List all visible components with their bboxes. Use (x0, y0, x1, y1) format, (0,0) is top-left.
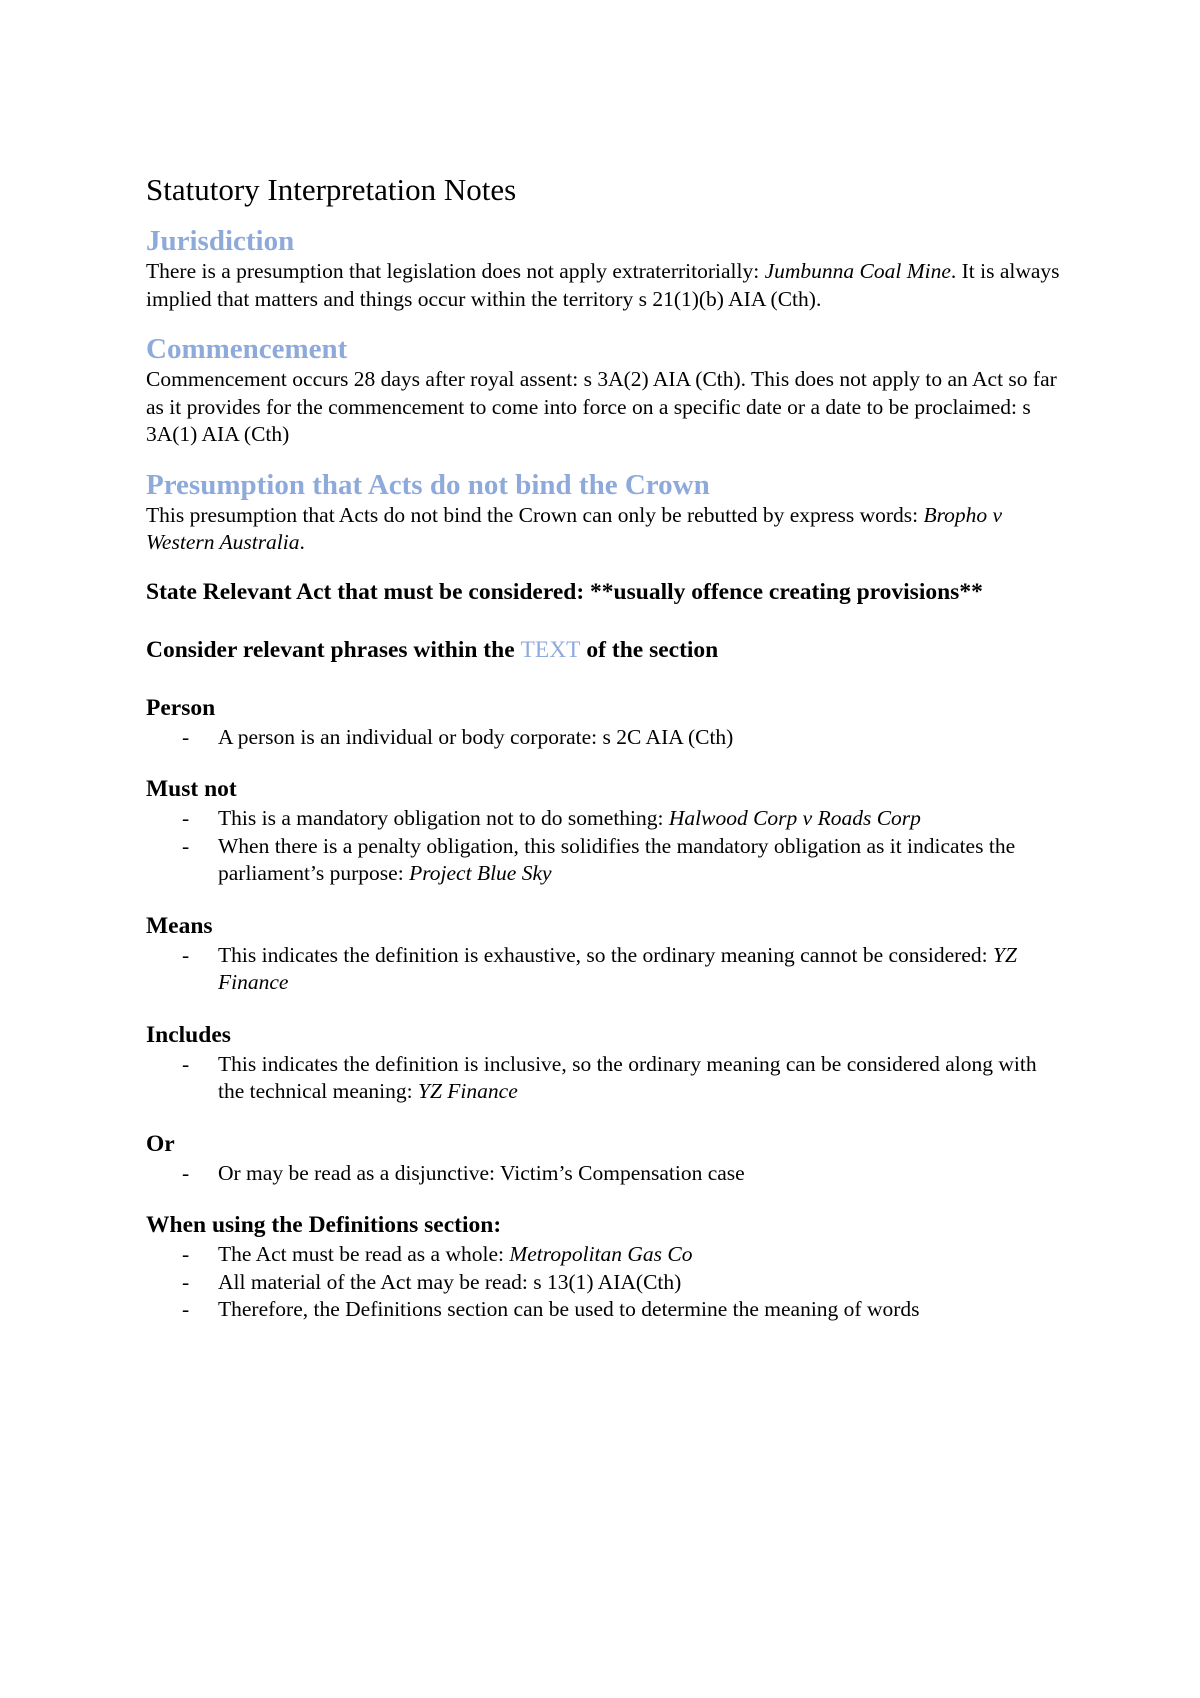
heading-includes: Includes (146, 1021, 231, 1048)
list-item-text: This indicates the definition is exhaustive, so the ordinary meaning cannot be considered: (218, 942, 993, 967)
heading-means: Means (146, 912, 213, 939)
heading-must-not: Must not (146, 776, 237, 802)
section-jurisdiction (146, 224, 1066, 313)
case-citation: YZ Finance (418, 1079, 518, 1103)
dash-bullet: - (182, 1297, 190, 1321)
section-includes (146, 1019, 1066, 1106)
crown-paragraph (146, 502, 1066, 557)
section-state-act (146, 576, 1066, 608)
list-item-text: This is a mandatory obligation not to do something: (218, 806, 669, 830)
list-item-text: Therefore, the Definitions section can be used to determine the meaning of words (218, 1297, 920, 1321)
means-list (146, 942, 1066, 997)
dash-bullet: - (182, 1269, 190, 1294)
case-citation: Project Blue Sky (409, 861, 552, 885)
list-item-text: Or may be read as a disjunctive: Victim’s Compensation case (218, 1160, 745, 1185)
section-definitions (146, 1209, 1066, 1324)
dash-bullet: - (182, 1160, 190, 1185)
heading-person: Person (146, 694, 216, 721)
section-person (146, 692, 1066, 752)
section-must-not (146, 773, 1066, 888)
list-item (146, 724, 1066, 752)
crown-text-end: . (299, 530, 305, 554)
list-item (146, 1051, 1066, 1106)
list-item (146, 1296, 1066, 1324)
heading-crown: Presumption that Acts do not bind the Crown (146, 468, 710, 501)
consider-text: Consider relevant phrases within the (146, 636, 521, 663)
jurisdiction-paragraph (146, 258, 1066, 313)
list-item (146, 942, 1066, 997)
consider-text-end: of the section (580, 636, 719, 663)
section-or (146, 1128, 1066, 1188)
heading-commencement: Commencement (146, 333, 348, 365)
crown-text: This presumption that Acts do not bind the Crown can only be rebutted by express words: (146, 502, 924, 527)
dash-bullet: - (182, 724, 190, 749)
person-list (146, 724, 1066, 752)
dash-bullet: - (182, 833, 190, 858)
section-means (146, 910, 1066, 997)
case-citation: Metropolitan Gas Co (509, 1242, 693, 1266)
dash-bullet: - (182, 1242, 190, 1266)
heading-or: Or (146, 1130, 175, 1157)
commencement-paragraph: Commencement occurs 28 days after royal assent: s 3A(2) AIA (Cth). This does not apply to an Act so far as it provides for the commencement to come into force on a specific date or a date to be proclaimed: s 3A(1) AIA (Cth) (146, 367, 1057, 446)
heading-state-act: State Relevant Act that must be considered: **usually offence creating provisions** (146, 578, 983, 605)
document-content (146, 170, 1066, 1343)
definitions-list (146, 1241, 1066, 1324)
list-item-text: This indicates the definition is inclusive, so the ordinary meaning can be considered along with the technical meaning: (218, 1051, 1037, 1103)
or-list (146, 1160, 1066, 1188)
document-title: Statutory Interpretation Notes (146, 172, 517, 207)
list-item-text: A person is an individual or body corporate: s 2C AIA (Cth) (218, 724, 734, 749)
dash-bullet: - (182, 942, 190, 967)
case-citation: Bropho v Western Australia (146, 502, 1003, 554)
section-commencement (146, 332, 1066, 449)
list-item (146, 1269, 1066, 1297)
dash-bullet: - (182, 1051, 190, 1076)
heading-consider (146, 634, 1066, 666)
list-item (146, 833, 1066, 888)
list-item (146, 1241, 1066, 1269)
list-item-text: When there is a penalty obligation, this solidifies the mandatory obligation as it indicates the parliament’s purpose: (218, 833, 1016, 885)
list-item (146, 1160, 1066, 1188)
list-item-text: All material of the Act may be read: s 13(1) AIA(Cth) (218, 1269, 682, 1294)
case-citation: YZ Finance (218, 942, 1017, 994)
jurisdiction-text: There is a presumption that legislation does not apply extraterritorially: (146, 259, 765, 283)
case-citation: Jumbunna Coal Mine (764, 259, 951, 283)
heading-definitions: When using the Definitions section: (146, 1212, 502, 1238)
case-citation: Halwood Corp v Roads Corp (668, 806, 921, 830)
consider-accent: TEXT (520, 636, 581, 663)
jurisdiction-text-cont: . It is always implied that matters and things occur within the territory s 21(1)(b) AIA (Cth). (146, 259, 1060, 311)
list-item-text: The Act must be read as a whole: (218, 1242, 510, 1266)
includes-list (146, 1051, 1066, 1106)
section-crown (146, 468, 1066, 557)
section-consider (146, 634, 1066, 666)
must-not-list (146, 805, 1066, 888)
dash-bullet: - (182, 806, 190, 830)
list-item (146, 805, 1066, 833)
heading-jurisdiction: Jurisdiction (146, 225, 295, 257)
